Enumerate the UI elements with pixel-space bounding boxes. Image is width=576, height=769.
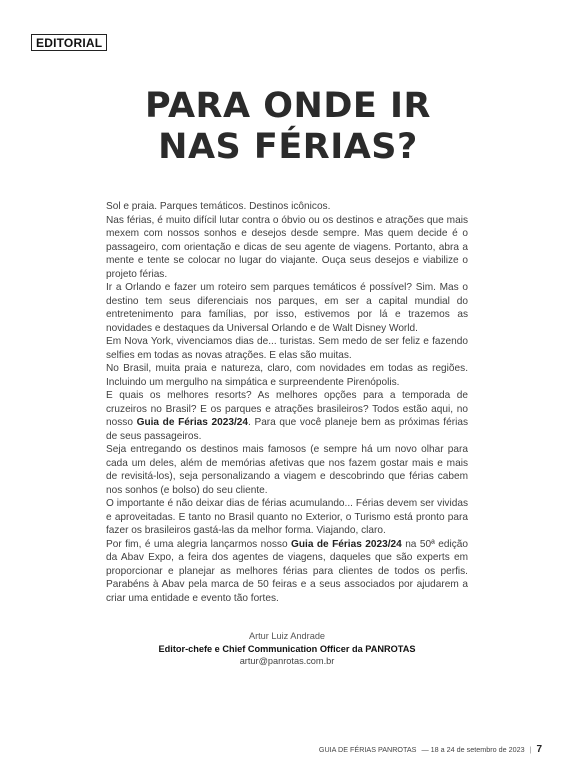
headline	[0, 86, 576, 168]
paragraph-text: . Para que você planeje bem as próximas férias de seus passageiros.	[106, 417, 468, 442]
paragraph: Ir a Orlando e fazer um roteiro sem parques temáticos é possível? Sim. Mas o destino tem seus diferenciais nos parques, em ser a capital mundial do entretenimento para famílias, por isso, estivemos por lá e trazemos as novidades e destaques da Universal Orlando e de Walt Disney World.	[106, 282, 468, 334]
page-footer	[319, 744, 542, 755]
author-email: artur@panrotas.com.br	[239, 656, 335, 666]
guide-title-bold: Guia de Férias 2023/24	[291, 538, 402, 550]
publication-dates: — 18 a 24 de setembro de 2023	[421, 745, 525, 754]
section-tag: EDITORIAL	[31, 34, 107, 51]
paragraph-text: Por fim, é uma alegria lançarmos nosso	[106, 538, 292, 550]
headline-line-2: NAS FÉRIAS?	[158, 127, 418, 167]
paragraph: O importante é não deixar dias de férias acumulando... Férias devem ser vividas e aproveitadas. E tanto no Brasil quanto no Exterior, o Turismo está pronto para fazer os brasileiros gastá-las da melhor forma. Viajando, claro.	[106, 498, 468, 536]
paragraph-text: E quais os melhores resorts? As melhores opções para a temporada de cruzeiros no Brasil? E os parques e atrações brasileiros? Todos estão aqui, no nosso	[106, 390, 468, 428]
article-body	[106, 200, 468, 605]
publication-name: GUIA DE FÉRIAS PANROTAS	[318, 745, 417, 754]
paragraph: No Brasil, muita praia e natureza, claro, com novidades em todas as regiões. Incluindo um mergulho na simpática e surpreendente Pirenópolis.	[106, 363, 468, 388]
paragraph	[106, 538, 468, 606]
paragraph: Seja entregando os destinos mais famosos (e sempre há um novo olhar para cada um deles, além de memórias afetivas que nos fazem gostar mais e mais de revisitá-los), seja personalizando a viagem e descobrindo que férias cabem nos sonhos (e bolso) do seu cliente.	[106, 444, 468, 496]
paragraph-text: na 50ª edição da Abav Expo, a feira dos agentes de viagens, daqueles que são experts em proporcionar e planejar as melhores férias para clientes de todos os perfis. Parabéns à Abav pela marca de 50 feiras e a seus associados por ajudarem a criar uma entidade e evento tão fortes.	[106, 538, 468, 604]
signature-block	[106, 630, 468, 668]
guide-title-bold: Guia de Férias 2023/24	[136, 417, 248, 428]
page-number: 7	[536, 744, 542, 755]
author-role: Editor-chefe e Chief Communication Officer da PANROTAS	[158, 643, 416, 654]
footer-separator: |	[529, 745, 532, 754]
paragraph: Sol e praia. Parques temáticos. Destinos icônicos.	[106, 201, 331, 212]
author-name: Artur Luiz Andrade	[248, 631, 326, 641]
paragraph	[106, 389, 468, 443]
paragraph: Nas férias, é muito difícil lutar contra o óbvio ou os destinos e atrações que mais mexem com nossos sonhos e desejos desde sempre. Mas quem decide é o passageiro, com orientação e dicas de seu agente de viagens. Portanto, abra a mente e tente se colocar no lugar do viajante. Ouça seus desejos e viabilize o projeto férias.	[106, 214, 468, 280]
paragraph: Em Nova York, vivenciamos dias de... turistas. Sem medo de ser feliz e fazendo selfies em todas as novas atrações. E elas são muitas.	[106, 336, 468, 361]
headline-line-1: PARA ONDE IR	[145, 86, 431, 126]
